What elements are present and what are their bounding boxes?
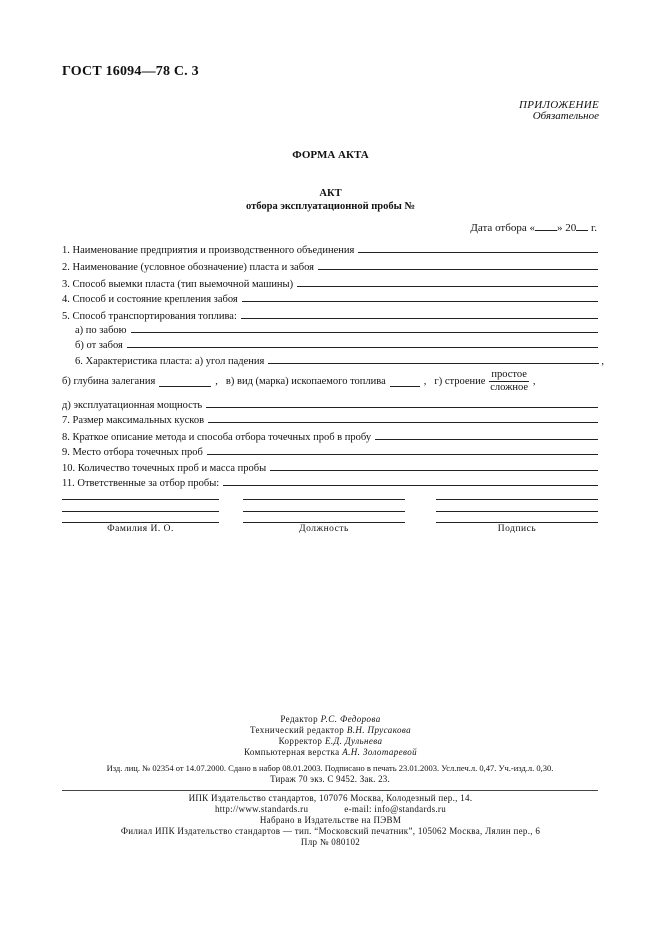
form-item-5a bbox=[75, 321, 598, 336]
fill-line[interactable] bbox=[206, 407, 598, 408]
fill-line[interactable] bbox=[358, 252, 598, 253]
fill-line[interactable] bbox=[208, 422, 598, 423]
fill-line[interactable] bbox=[207, 454, 598, 455]
appendix-block bbox=[519, 100, 599, 122]
depth-field[interactable] bbox=[159, 376, 211, 387]
form-item-label: 10. Количество точечных проб и масса пробы bbox=[62, 463, 267, 474]
publishing-info-line-2: Тираж 70 экз. С 9452. Зак. 23. bbox=[270, 774, 390, 784]
fill-line[interactable] bbox=[127, 347, 598, 348]
signature-line-3[interactable] bbox=[436, 522, 598, 523]
form-item-label: 11. Ответственные за отбор пробы: bbox=[62, 478, 220, 489]
form-item-label: 8. Краткое описание метода и способа отбора точечных проб в пробу bbox=[62, 432, 372, 443]
position-line-3[interactable] bbox=[243, 522, 405, 523]
structure-options[interactable] bbox=[489, 369, 529, 394]
fill-line[interactable] bbox=[297, 286, 598, 287]
date-prefix: Дата отбора « bbox=[470, 222, 535, 234]
date-line bbox=[470, 220, 597, 234]
date-mid: » 20 bbox=[556, 222, 577, 234]
act-title-block bbox=[0, 187, 661, 213]
form-item-5b bbox=[75, 336, 598, 351]
position-line-1[interactable] bbox=[243, 499, 405, 500]
form-item-5 bbox=[62, 307, 598, 322]
credit-editor: Редактор Р.С. Федорова bbox=[280, 714, 381, 724]
credits-block bbox=[0, 714, 661, 758]
depth-label: б) глубина залегания bbox=[62, 375, 156, 387]
form-title: ФОРМА АКТА bbox=[292, 149, 369, 161]
form-item-7 bbox=[62, 411, 598, 426]
form-item-9 bbox=[62, 443, 598, 458]
footer-email-link[interactable]: e-mail: info@standards.ru bbox=[344, 804, 447, 814]
caption-signature: Подпись bbox=[497, 524, 537, 534]
footer-branch: Филиал ИПК Издательство стандартов — тип. “Московский печатник”, 105062 Москва, Лялин пер., 6 bbox=[120, 826, 541, 836]
credit-tech-editor: Технический редактор В.Н. Прусакова bbox=[249, 725, 412, 735]
name-line-3[interactable] bbox=[62, 522, 219, 523]
caption-position: Должность bbox=[299, 524, 349, 534]
fuel-kind-field[interactable] bbox=[390, 376, 420, 387]
form-item-label: 9. Место отбора точечных проб bbox=[62, 447, 203, 458]
signature-line-2[interactable] bbox=[436, 511, 598, 512]
form-item-label: 6. Характеристика пласта: а) угол падения bbox=[75, 356, 265, 367]
credit-layout: Компьютерная верстка А.Н. Золотаревой bbox=[243, 747, 418, 757]
fill-line[interactable] bbox=[223, 485, 598, 486]
form-item-6-continued: б) глубина залегания , в) вид (марка) ископаемого топлива , г) строение $\frac{\text{простое}}{\text{сложное}}$ , bbox=[62, 368, 536, 393]
name-line-2[interactable] bbox=[62, 511, 219, 512]
fill-line[interactable] bbox=[375, 439, 598, 440]
structure-complex: сложное bbox=[490, 381, 529, 393]
publishing-info-line-1: Изд. лиц. № 02354 от 14.07.2000. Сдано в набор 08.01.2003. Подписано в печать 23.01.2003. Усл.печ.л. 0,47. Уч.-изд.л. 0,30. bbox=[106, 763, 554, 773]
structure-label: г) строение bbox=[434, 375, 486, 387]
footer-typeset: Набрано в Издательстве на ПЭВМ bbox=[259, 815, 402, 825]
form-item-1 bbox=[62, 241, 598, 256]
form-item-11 bbox=[62, 474, 598, 489]
form-item-label: б) от забоя bbox=[75, 340, 123, 351]
fill-line[interactable] bbox=[270, 470, 598, 471]
footer-divider bbox=[62, 790, 598, 791]
form-item-label: 7. Размер максимальных кусков bbox=[62, 415, 205, 426]
date-day-field[interactable] bbox=[535, 220, 557, 231]
form-item-label: 1. Наименование предприятия и производственного объединения bbox=[62, 245, 355, 256]
appendix-status: Обязательное bbox=[532, 110, 599, 122]
form-item-label: 4. Способ и состояние крепления забоя bbox=[62, 294, 238, 305]
form-item-label: а) по забою bbox=[75, 325, 127, 336]
form-item-3 bbox=[62, 275, 598, 290]
fill-line[interactable] bbox=[318, 269, 598, 270]
footer-web-link[interactable]: http://www.standards.ru bbox=[214, 804, 309, 814]
footer-block bbox=[0, 793, 661, 848]
form-item-2 bbox=[62, 258, 598, 273]
caption-name: Фамилия И. О. bbox=[107, 524, 174, 534]
signature-line-1[interactable] bbox=[436, 499, 598, 500]
act-title: АКТ bbox=[319, 188, 342, 199]
footer-address: ИПК Издательство стандартов, 107076 Москва, Колодезный пер., 14. bbox=[188, 793, 473, 803]
form-item-4 bbox=[62, 290, 598, 305]
form-item-label: 3. Способ выемки пласта (тип выемочной машины) bbox=[62, 279, 294, 290]
position-line-2[interactable] bbox=[243, 511, 405, 512]
form-item-label: 5. Способ транспортирования топлива: bbox=[62, 311, 237, 322]
act-subtitle: отбора эксплуатационной пробы № bbox=[245, 201, 416, 212]
name-line-1[interactable] bbox=[62, 499, 219, 500]
date-year-field[interactable] bbox=[576, 220, 588, 231]
footer-license: Плр № 080102 bbox=[300, 837, 361, 847]
form-item-8 bbox=[62, 428, 598, 443]
structure-simple: простое bbox=[491, 368, 527, 380]
credit-proofreader: Корректор Е.Д. Дульнева bbox=[278, 736, 383, 746]
form-item-6d bbox=[62, 396, 598, 411]
footer-contacts bbox=[0, 804, 661, 815]
fill-line[interactable] bbox=[268, 363, 599, 364]
fill-line[interactable] bbox=[241, 318, 598, 319]
form-item-label: 2. Наименование (условное обозначение) пласта и забоя bbox=[62, 262, 314, 273]
standard-header: ГОСТ 16094—78 С. 3 bbox=[62, 64, 199, 79]
form-item-10 bbox=[62, 459, 598, 474]
form-item-6: 6. Характеристика пласта: а) угол падения , bbox=[75, 356, 604, 367]
form-item-label: д) эксплуатационная мощность bbox=[62, 400, 203, 411]
fuel-kind-label: в) вид (марка) ископаемого топлива bbox=[225, 375, 386, 387]
date-suffix: г. bbox=[588, 222, 597, 234]
fill-line[interactable] bbox=[242, 301, 598, 302]
fill-line[interactable] bbox=[131, 332, 598, 333]
appendix-title: ПРИЛОЖЕНИЕ bbox=[519, 99, 599, 111]
